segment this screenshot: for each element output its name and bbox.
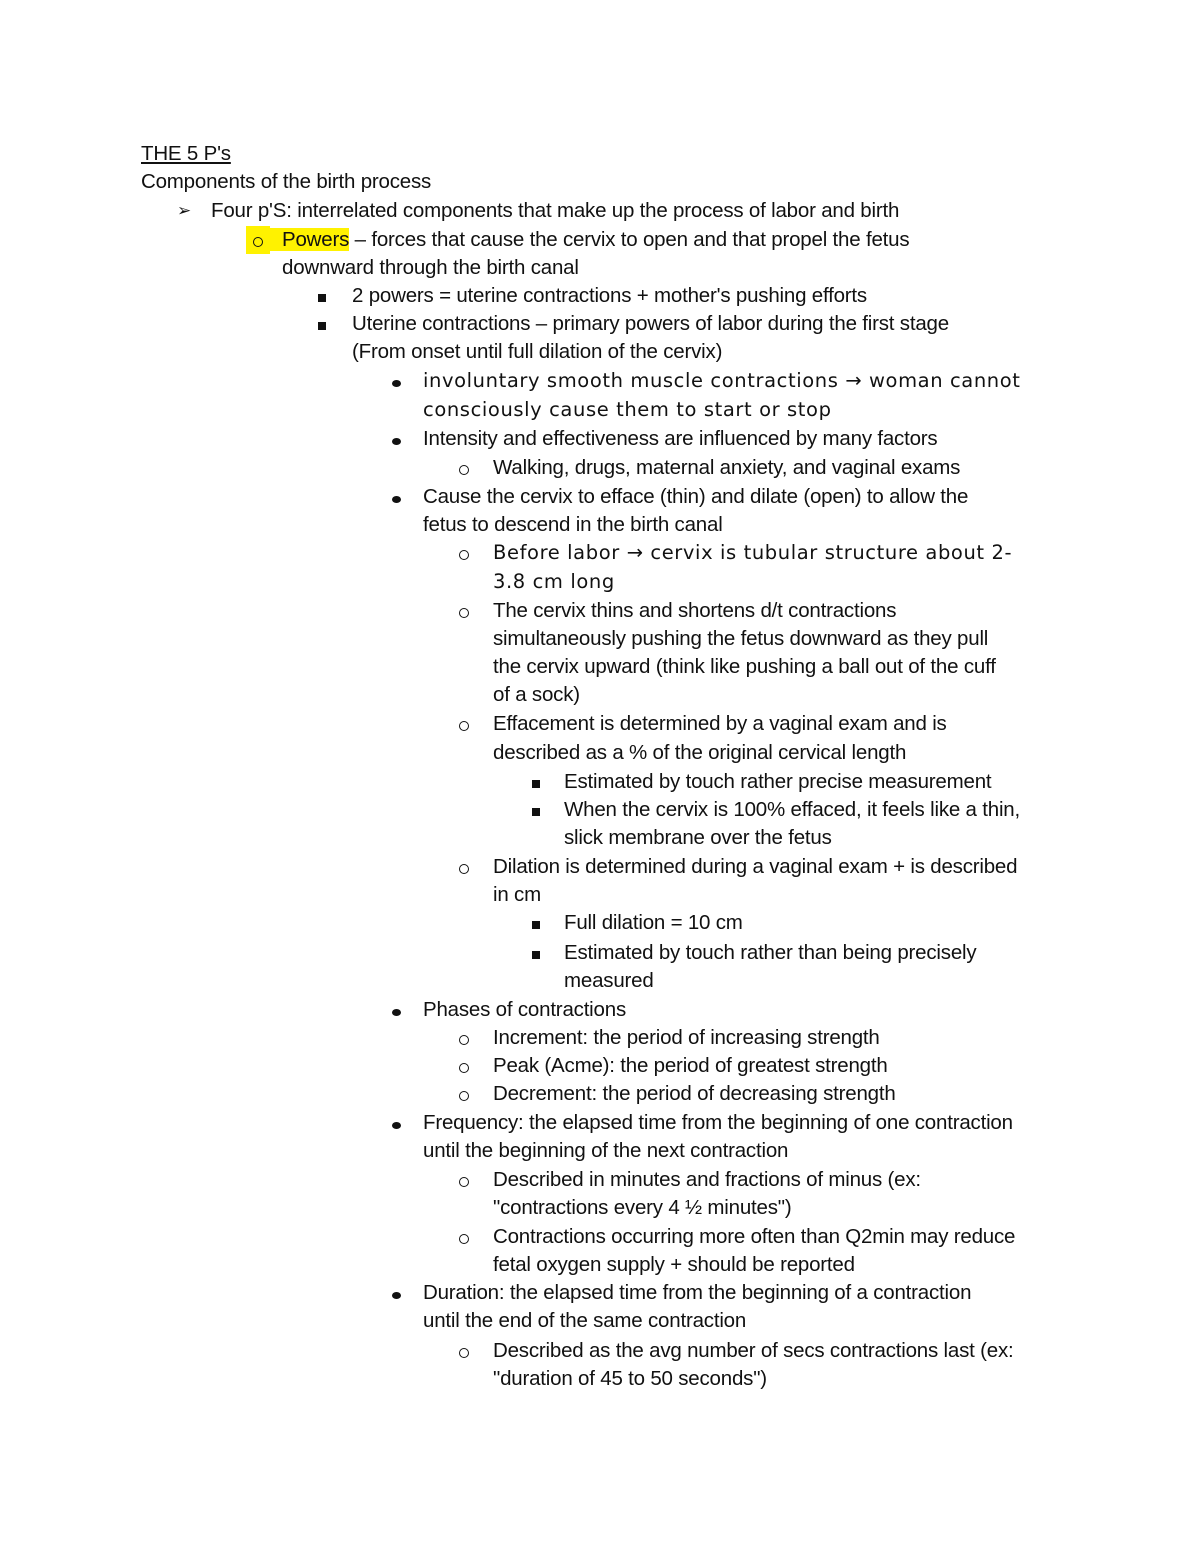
hollow-circle-bullet-icon xyxy=(456,597,472,625)
list-item: 2 powers = uterine contractions + mother's pushing efforts xyxy=(352,284,867,307)
list-item-continuation: (From onset until full dilation of the cervix) xyxy=(352,340,723,363)
list-item: Phases of contractions xyxy=(423,998,626,1021)
highlighted-term: Powers xyxy=(270,228,349,251)
filled-square-bullet-icon xyxy=(528,768,544,796)
list-item-continuation: measured xyxy=(564,969,654,992)
list-item-continuation: described as a % of the original cervical length xyxy=(493,741,907,764)
hollow-circle-bullet-icon xyxy=(456,1024,472,1052)
filled-dot-bullet-icon xyxy=(388,425,404,453)
hollow-circle-bullet-icon xyxy=(456,853,472,881)
list-item-continuation: "duration of 45 to 50 seconds") xyxy=(493,1367,767,1390)
list-item: Contractions occurring more often than Q2min may reduce xyxy=(493,1225,1016,1248)
list-item-continuation: consciously cause them to start or stop xyxy=(423,398,832,421)
hollow-circle-bullet-icon xyxy=(456,539,472,567)
hollow-circle-bullet-icon xyxy=(456,710,472,738)
list-item: Intensity and effectiveness are influenced by many factors xyxy=(423,427,938,450)
list-item: The cervix thins and shortens d/t contractions xyxy=(493,599,897,622)
filled-dot-bullet-icon xyxy=(388,1279,404,1307)
list-item-continuation: fetal oxygen supply + should be reported xyxy=(493,1253,855,1276)
filled-square-bullet-icon xyxy=(528,796,544,824)
hollow-circle-bullet-icon xyxy=(456,1166,472,1194)
list-item-powers xyxy=(270,226,909,254)
list-item: Decrement: the period of decreasing strength xyxy=(493,1082,896,1105)
list-item-continuation: downward through the birth canal xyxy=(282,256,579,279)
list-item: Uterine contractions – primary powers of labor during the first stage xyxy=(352,312,949,335)
filled-square-bullet-icon xyxy=(314,282,330,310)
list-item: Described in minutes and fractions of minus (ex: xyxy=(493,1168,921,1191)
list-item-continuation: in cm xyxy=(493,883,541,906)
list-item-continuation: 3.8 cm long xyxy=(493,570,615,593)
list-item-continuation: fetus to descend in the birth canal xyxy=(423,513,723,536)
powers-definition: – forces that cause the cervix to open and that propel the fetus xyxy=(349,228,910,251)
list-item: Walking, drugs, maternal anxiety, and vaginal exams xyxy=(493,456,961,479)
list-item: Described as the avg number of secs contractions last (ex: xyxy=(493,1339,1014,1362)
doc-title: THE 5 P's xyxy=(141,142,231,165)
hollow-circle-bullet-icon xyxy=(456,1080,472,1108)
list-item-continuation: "contractions every 4 ½ minutes") xyxy=(493,1196,792,1219)
hollow-circle-bullet-icon xyxy=(456,1052,472,1080)
filled-dot-bullet-icon xyxy=(388,367,404,395)
filled-square-bullet-icon xyxy=(528,909,544,937)
filled-square-bullet-icon xyxy=(528,939,544,967)
filled-dot-bullet-icon xyxy=(388,1109,404,1137)
list-item: Frequency: the elapsed time from the beginning of one contraction xyxy=(423,1111,1013,1134)
list-item: involuntary smooth muscle contractions → woman cannot xyxy=(423,369,1021,392)
hollow-circle-bullet-icon xyxy=(246,226,270,254)
list-item: Estimated by touch rather precise measurement xyxy=(564,770,992,793)
list-item: When the cervix is 100% effaced, it feels like a thin, xyxy=(564,798,1021,821)
filled-dot-bullet-icon xyxy=(388,483,404,511)
hollow-circle-bullet-icon xyxy=(456,454,472,482)
hollow-circle-bullet-icon xyxy=(456,1337,472,1365)
list-item-continuation: until the beginning of the next contraction xyxy=(423,1139,789,1162)
list-item: Duration: the elapsed time from the beginning of a contraction xyxy=(423,1281,972,1304)
list-item-continuation: slick membrane over the fetus xyxy=(564,826,832,849)
list-item-continuation: the cervix upward (think like pushing a ball out of the cuff xyxy=(493,655,996,678)
list-item-continuation: of a sock) xyxy=(493,683,580,706)
list-item: Effacement is determined by a vaginal exam and is xyxy=(493,712,947,735)
list-item: Before labor → cervix is tubular structure about 2- xyxy=(493,541,1013,564)
filled-square-bullet-icon xyxy=(314,310,330,338)
list-item: Dilation is determined during a vaginal exam + is described xyxy=(493,855,1018,878)
list-item: Full dilation = 10 cm xyxy=(564,911,743,934)
list-item: Four p'S: interrelated components that make up the process of labor and birth xyxy=(211,199,900,222)
filled-dot-bullet-icon xyxy=(388,996,404,1024)
list-item-continuation: until the end of the same contraction xyxy=(423,1309,747,1332)
list-item: Cause the cervix to efface (thin) and dilate (open) to allow the xyxy=(423,485,969,508)
list-item: Peak (Acme): the period of greatest strength xyxy=(493,1054,888,1077)
list-item: Increment: the period of increasing strength xyxy=(493,1026,880,1049)
hollow-circle-bullet-icon xyxy=(456,1223,472,1251)
doc-subtitle: Components of the birth process xyxy=(141,170,432,193)
list-item-continuation: simultaneously pushing the fetus downward as they pull xyxy=(493,627,989,650)
list-item: Estimated by touch rather than being precisely xyxy=(564,941,977,964)
arrowhead-bullet-icon: ➢ xyxy=(176,201,192,220)
